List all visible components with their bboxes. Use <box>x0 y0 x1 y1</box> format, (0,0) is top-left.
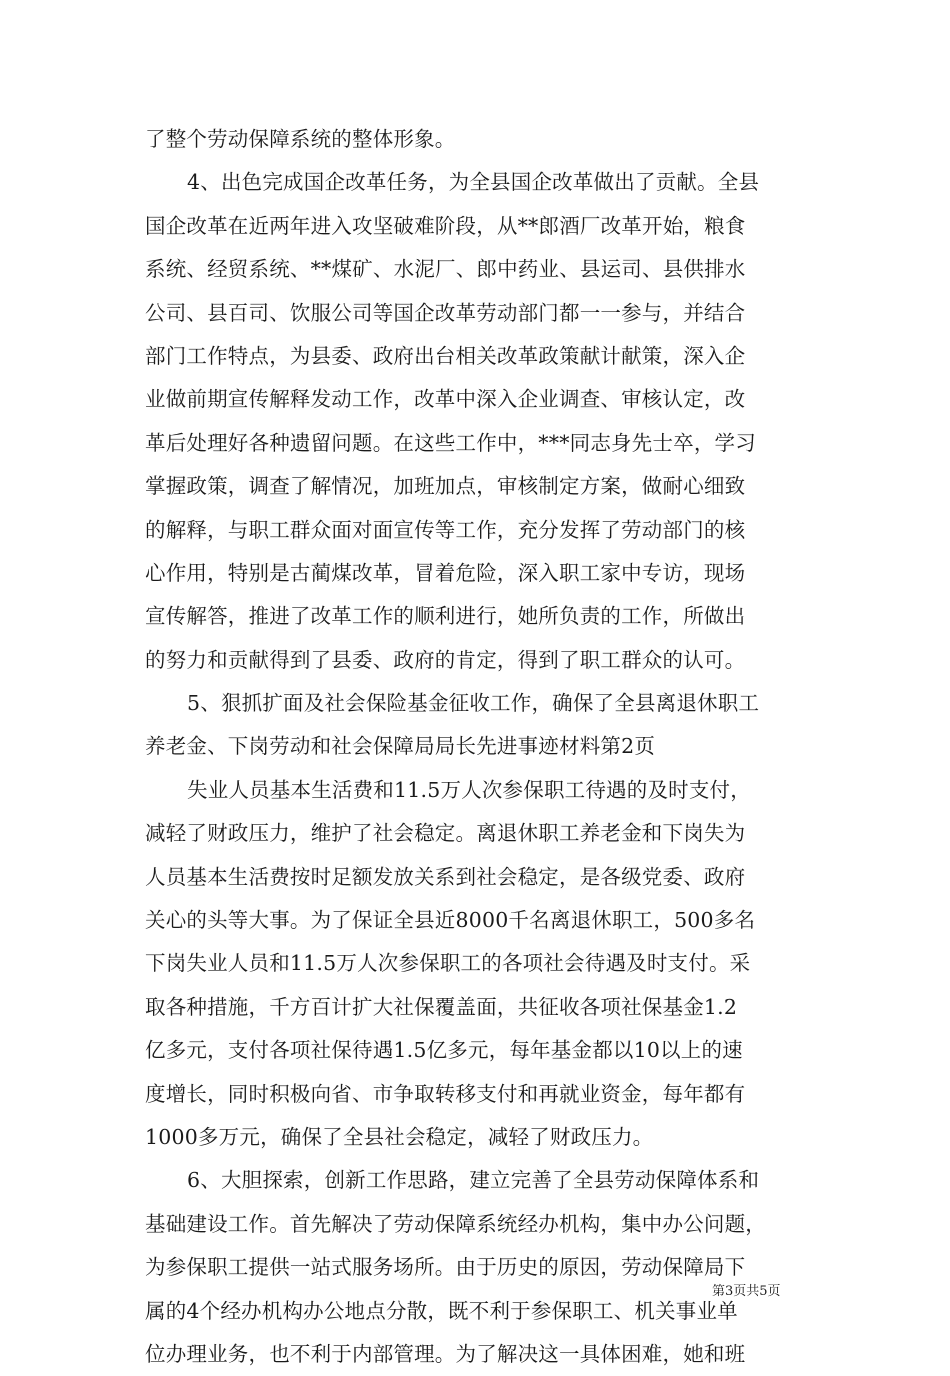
text-line: 系统、经贸系统、**煤矿、水泥厂、郎中药业、县运司、县供排水 <box>145 257 746 282</box>
paragraph-5-start: 5、狠抓扩面及社会保险基金征收工作，确保了全县离退休职工 <box>187 691 760 716</box>
text-line: 基础建设工作。首先解决了劳动保障系统经办机构，集中办公问题， <box>145 1211 766 1236</box>
text-line: 的努力和贡献得到了县委、政府的肯定，得到了职工群众的认可。 <box>145 647 746 672</box>
paragraph-4-start: 4、出色完成国企改革任务，为全县国企改革做出了贡献。全县 <box>187 170 760 195</box>
text-line: 属的4个经办机构办公地点分散，既不利于参保职工、机关事业单 <box>145 1298 738 1323</box>
text-line: 掌握政策，调查了解情况，加班加点，审核制定方案，做耐心细致 <box>145 474 746 499</box>
text-line: 位办理业务，也不利于内部管理。为了解决这一具体困难，她和班 <box>145 1341 746 1366</box>
text-line: 了整个劳动保障系统的整体形象。 <box>145 127 456 151</box>
text-line: 革后处理好各种遗留问题。在这些工作中，***同志身先士卒，学习 <box>145 430 756 455</box>
text-line: 人员基本生活费按时足额发放关系到社会稳定，是各级党委、政府 <box>145 864 746 889</box>
text-line: 业做前期宣传解释发动工作，改革中深入企业调查、审核认定，改 <box>145 387 746 412</box>
text-line: 公司、县百司、饮服公司等国企改革劳动部门都一一参与，并结合 <box>145 300 746 325</box>
text-line: 部门工作特点，为县委、政府出台相关改革政策献计献策，深入企 <box>145 343 746 368</box>
paragraph-6-start: 6、大胆探索，创新工作思路，建立完善了全县劳动保障体系和 <box>187 1168 760 1193</box>
text-line: 为参保职工提供一站式服务场所。由于历史的原因，劳动保障局下 <box>145 1255 746 1280</box>
text-line: 的解释，与职工群众面对面宣传等工作，充分发挥了劳动部门的核 <box>145 517 746 542</box>
text-line: 宣传解答，推进了改革工作的顺利进行，她所负责的工作，所做出 <box>145 604 746 629</box>
text-line: 养老金、下岗劳动和社会保障局局长先进事迹材料第2页 <box>145 734 656 759</box>
text-line: 关心的头等大事。为了保证全县近8000千名离退休职工，500多名 <box>145 908 756 933</box>
text-line: 度增长，同时积极向省、市争取转移支付和再就业资金，每年都有 <box>145 1081 746 1106</box>
text-line: 心作用，特别是古蔺煤改革，冒着危险，深入职工家中专访，现场 <box>145 560 746 585</box>
text-line: 下岗失业人员和11.5万人次参保职工的各项社会待遇及时支付。采 <box>145 951 751 976</box>
text-line: 1000多万元，确保了全县社会稳定，减轻了财政压力。 <box>145 1124 654 1149</box>
page-number: 第3页共5页 <box>712 1284 781 1299</box>
text-line: 减轻了财政压力，维护了社会稳定。离退休职工养老金和下岗失为 <box>145 821 746 846</box>
text-line: 亿多元，支付各项社保待遇1.5亿多元，每年基金都以10以上的速 <box>145 1038 743 1063</box>
text-line: 国企改革在近两年进入攻坚破难阶段，从**郎酒厂改革开始，粮食 <box>145 213 746 238</box>
paragraph-continued-start: 失业人员基本生活费和11.5万人次参保职工待遇的及时支付， <box>187 777 751 802</box>
body-text <box>145 118 815 1376</box>
text-line: 取各种措施，千方百计扩大社保覆盖面，共征收各项社保基金1.2 <box>145 994 738 1019</box>
